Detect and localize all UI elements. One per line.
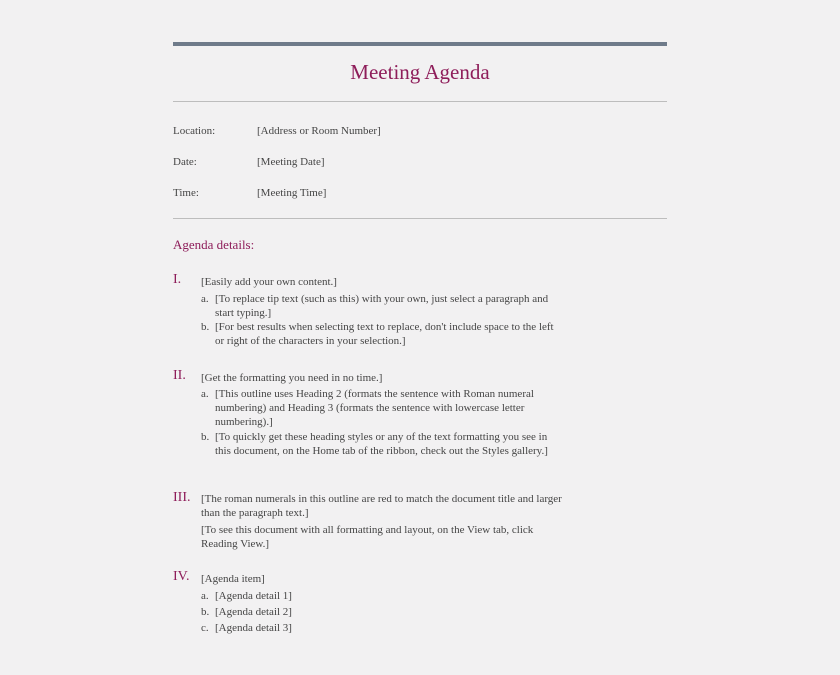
subitem-text: [To replace tip text (such as this) with your own, just select a paragraph and start typing.] <box>215 293 549 319</box>
item-numeral: II. <box>173 368 186 383</box>
subitem-text: [For best results when selecting text to replace, don't include space to the left or right of the characters in your selection.] <box>215 321 554 347</box>
subitem-letter: b. <box>201 431 210 443</box>
subitem-letter: c. <box>201 622 209 634</box>
title-divider <box>173 101 667 102</box>
location-value: [Address or Room Number] <box>257 125 381 137</box>
location-label: Location: <box>173 125 216 137</box>
subitem-letter: a. <box>201 388 209 400</box>
subitem-text: [Agenda detail 3] <box>215 622 292 634</box>
document-title: Meeting Agenda <box>350 60 490 84</box>
subitem-letter: a. <box>201 590 209 602</box>
item-text: [Agenda item] <box>201 573 265 585</box>
subitem-letter: b. <box>201 321 210 333</box>
item-text: [Get the formatting you need in no time.] <box>201 372 383 384</box>
details-divider <box>173 218 667 219</box>
subitem-text: [To quickly get these heading styles or any of the text formatting you see in this document, on the Home tab of the ribbon, check out the Styles gallery.] <box>215 431 548 457</box>
subitem-text: [This outline uses Heading 2 (formats the sentence with Roman numeral numbering) and Heading 3 (formats the sentence with lowercase letter numbering).] <box>215 388 534 428</box>
item-text: [Easily add your own content.] <box>201 276 337 288</box>
date-value: [Meeting Date] <box>257 156 325 168</box>
subitem-letter: b. <box>201 606 210 618</box>
date-label: Date: <box>173 156 197 168</box>
top-rule <box>173 42 667 46</box>
item-numeral: IV. <box>173 569 190 584</box>
item-numeral: III. <box>173 490 191 505</box>
time-value: [Meeting Time] <box>257 187 327 199</box>
item-note: [To see this document with all formatting and layout, on the View tab, click Reading View.] <box>201 524 534 550</box>
subitem-text: [Agenda detail 2] <box>215 606 292 618</box>
agenda-details-heading: Agenda details: <box>173 237 255 252</box>
time-label: Time: <box>173 187 199 199</box>
subitem-letter: a. <box>201 293 209 305</box>
subitem-text: [Agenda detail 1] <box>215 590 292 602</box>
item-numeral: I. <box>173 272 182 287</box>
item-text: [The roman numerals in this outline are red to match the document title and larger than the paragraph text.] <box>201 493 562 519</box>
